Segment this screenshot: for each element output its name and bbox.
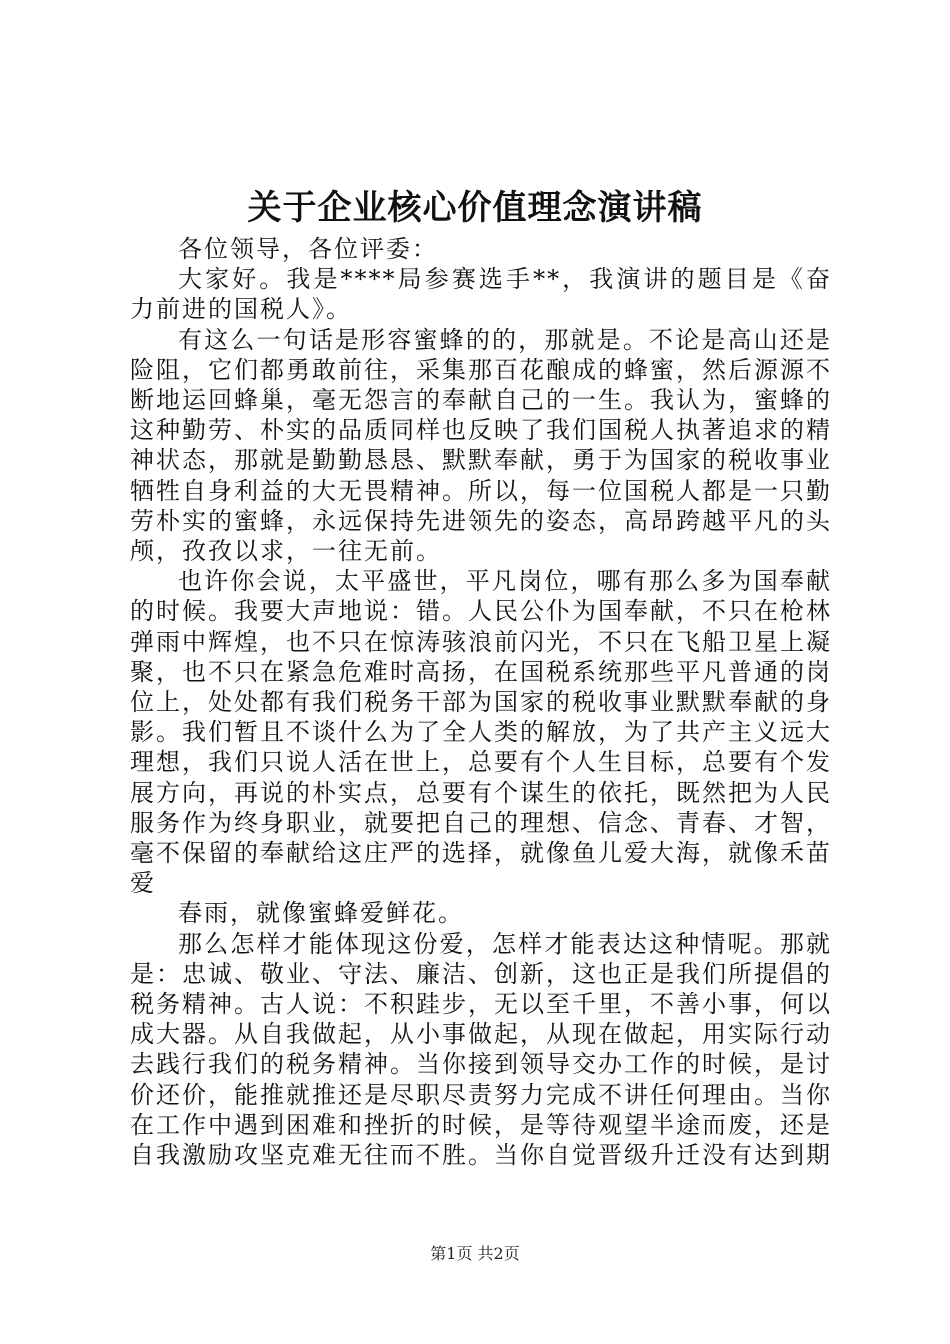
document-title: 关于企业核心价值理念演讲稿 bbox=[247, 188, 703, 228]
body-paragraph: 春雨，就像蜜蜂爱鲜花。 bbox=[178, 899, 464, 928]
salutation-paragraph: 各位领导，各位评委： bbox=[178, 235, 438, 263]
body-paragraph: 那么怎样才能体现这份爱，怎样才能表达这种情呢。那就是：忠诚、敬业、守法、廉洁、创新，这也正是我们所提倡的税务精神。古人说：不积跬步，无以至千里，不善小事，何以成大器。从自我做起，从小事做起，从现在做起，用实际行动去践行我们的税务精神。当你接到领导交办工作的时候，是讨价还价，能推就推还是尽职尽责努力完成不讲任何理由。当你在工作中遇到困难和挫折的时候，是等待观望半途而废，还是自我激励攻坚克难无往而不胜。当你自觉晋级升迁没有达到期 bbox=[130, 929, 832, 1170]
body-paragraph: 也许你会说，太平盛世，平凡岗位，哪有那么多为国奉献的时候。我要大声地说：错。人民公仆为国奉献，不只在枪林弹雨中辉煌，也不只在惊涛骇浪前闪光，不只在飞船卫星上凝聚，也不只在紧急危难时高扬，在国税系统那些平凡普通的岗位上，处处都有我们税务干部为国家的税收事业默默奉献的身影。我们暂且不谈什么为了全人类的解放，为了共产主义远大理想，我们只说人活在世上，总要有个人生目标，总要有个发展方向，再说的朴实点，总要有个谋生的依托，既然把为人民服务作为终身职业，就要把自己的理想、信念、青春、才智，毫不保留的奉献给这庄严的选择，就像鱼儿爱大海，就像禾苗爱 bbox=[130, 567, 832, 898]
document-body bbox=[130, 234, 832, 1170]
page-number-footer: 第1页 共2页 bbox=[430, 1244, 520, 1263]
body-paragraph: 有这么一句话是形容蜜蜂的的，那就是。不论是高山还是险阻，它们都勇敢前往，采集那百花酿成的蜂蜜，然后源源不断地运回蜂巢，毫无怨言的奉献自己的一生。我认为，蜜蜂的这种勤劳、朴实的品质同样也反映了我们国税人执著追求的精神状态，那就是勤勤恳恳、默默奉献，勇于为国家的税收事业牺牲自身利益的大无畏精神。所以，每一位国税人都是一只勤劳朴实的蜜蜂，永远保持先进领先的姿态，高昂跨越平凡的头颅，孜孜以求，一往无前。 bbox=[130, 325, 832, 566]
introduction-paragraph: 大家好。我是****局参赛选手**，我演讲的题目是《奋力前进的国税人》。 bbox=[130, 265, 832, 324]
